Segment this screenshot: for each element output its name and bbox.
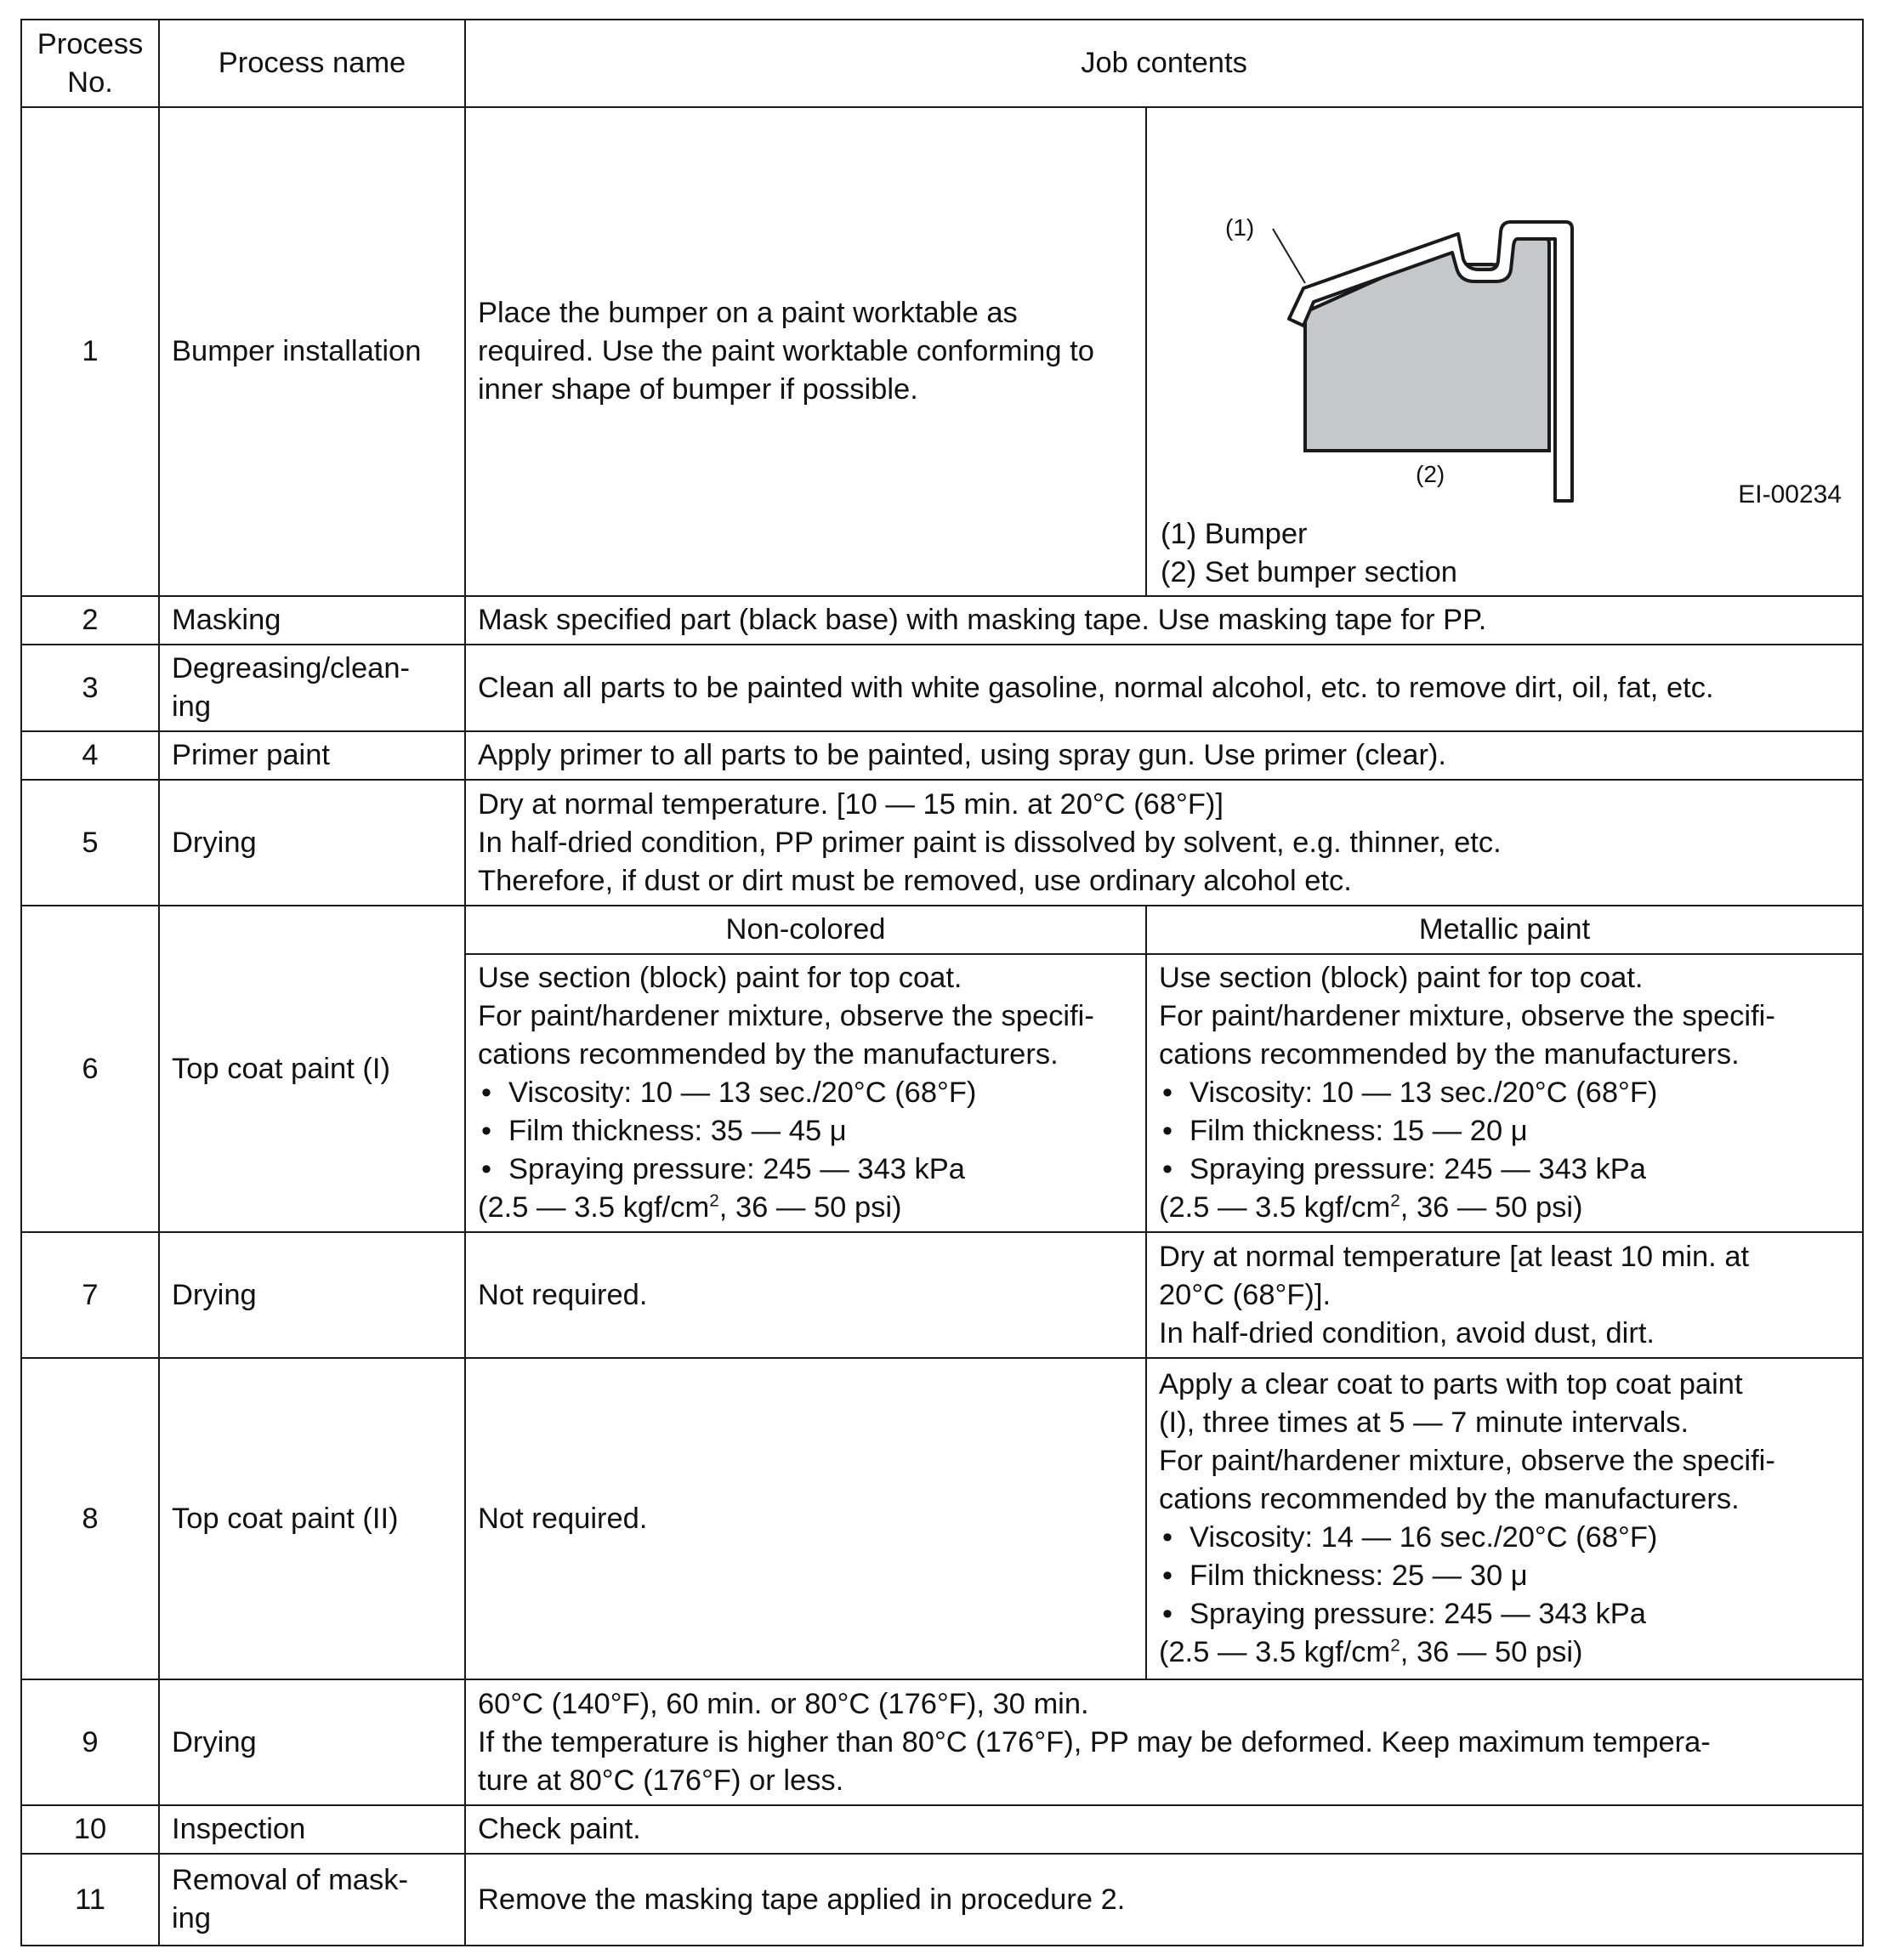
non-colored-spec: Not required. [465, 1358, 1146, 1679]
process-number: 9 [21, 1679, 159, 1805]
table-row [21, 1805, 1863, 1854]
process-number: 1 [21, 107, 159, 596]
sub-header-metallic: Metallic paint [1146, 906, 1863, 954]
table-row [21, 596, 1863, 645]
process-name: Drying [159, 1679, 465, 1805]
process-name: Degreasing/clean- ing [159, 645, 465, 731]
spec-bullet: • Spraying pressure: 245 — 343 kPa [1159, 1150, 1850, 1189]
table-row [21, 780, 1863, 906]
header-process-no: Process No. [21, 20, 159, 107]
pressure-line: (2.5 — 3.5 kgf/$cm^2$, 36 — 50 psi) [1159, 1635, 1583, 1668]
process-name: Drying [159, 1232, 465, 1358]
process-number: 11 [21, 1854, 159, 1946]
paint-process-table [20, 19, 1864, 1946]
process-number: 5 [21, 780, 159, 906]
table-row [21, 1679, 1863, 1805]
sub-header-non-colored: Non-colored [465, 906, 1146, 954]
spec-bullet: • Viscosity: 10 — 13 sec./20°C (68°F) [478, 1074, 1133, 1112]
table-row [21, 1358, 1863, 1679]
label-2: (2) [1416, 461, 1445, 487]
process-name: Masking [159, 596, 465, 645]
table-row [21, 645, 1863, 731]
job-text: Check paint. [465, 1805, 1863, 1854]
spec-bullet: • Spraying pressure: 245 — 343 kPa [478, 1150, 1133, 1189]
job-text: Mask specified part (black base) with masking tape. Use masking tape for PP. [465, 596, 1863, 645]
job-text: Remove the masking tape applied in procedure 2. [465, 1854, 1863, 1946]
figure-code: EI-00234 [1738, 480, 1842, 508]
metallic-spec: Use section (block) paint for top coat. For paint/hardener mixture, observe the specifi- cations recommended by the manufacturers. • Viscosity: 10 — 13 sec./20°C (68°F) • Film thickness: 15 — 20 μ • Spraying pressure: 245 — 343 kPa (2.5 — 3.5 kgf/$cm^2$, 36 — 50 psi) [1146, 954, 1863, 1232]
process-number: 8 [21, 1358, 159, 1679]
spec-bullet: • Film thickness: 15 — 20 μ [1159, 1112, 1850, 1150]
process-name: Top coat paint (II) [159, 1358, 465, 1679]
spec-bullet: • Film thickness: 25 — 30 μ [1159, 1557, 1850, 1595]
spec-bullet: • Viscosity: 14 — 16 sec./20°C (68°F) [1159, 1519, 1850, 1557]
process-number: 4 [21, 731, 159, 780]
job-text: Place the bumper on a paint worktable as required. Use the paint worktable conforming to inner shape of bumper if possible. [465, 107, 1146, 596]
non-colored-spec: Use section (block) paint for top coat. For paint/hardener mixture, observe the specifi- cations recommended by the manufacturers. • Viscosity: 10 — 13 sec./20°C (68°F) • Film thickness: 35 — 45 μ • Spraying pressure: 245 — 343 kPa (2.5 — 3.5 kgf/$cm^2$, 36 — 50 psi) [465, 954, 1146, 1232]
table-row [21, 107, 1863, 596]
process-name: Drying [159, 780, 465, 906]
table-row [21, 1854, 1863, 1946]
metallic-spec: Dry at normal temperature [at least 10 min. at 20°C (68°F)]. In half-dried condition, avoid dust, dirt. [1146, 1232, 1863, 1358]
pressure-line: (2.5 — 3.5 kgf/$cm^2$, 36 — 50 psi) [1159, 1190, 1583, 1224]
spec-bullet: • Viscosity: 10 — 13 sec./20°C (68°F) [1159, 1074, 1850, 1112]
table-header-row [21, 20, 1863, 107]
process-number: 2 [21, 596, 159, 645]
process-name: Removal of mask- ing [159, 1854, 465, 1946]
job-text: Clean all parts to be painted with white gasoline, normal alcohol, etc. to remove dirt, oil, fat, etc. [465, 645, 1863, 731]
table-row [21, 906, 1863, 954]
bumper-figure [1146, 107, 1863, 596]
figure-caption: (1) Bumper (2) Set bumper section [1161, 518, 1457, 588]
metallic-spec: Apply a clear coat to parts with top coat paint (I), three times at 5 — 7 minute intervals. For paint/hardener mixture, observe the specifi- cations recommended by the manufacturers. • Viscosity: 14 — 16 sec./20°C (68°F) • Film thickness: 25 — 30 μ • Spraying pressure: 245 — 343 kPa (2.5 — 3.5 kgf/$cm^2$, 36 — 50 psi) [1146, 1358, 1863, 1679]
label-1: (1) [1225, 214, 1255, 241]
process-name: Top coat paint (I) [159, 906, 465, 1232]
table-row [21, 1232, 1863, 1358]
header-job-contents: Job contents [465, 20, 1863, 107]
process-number: 7 [21, 1232, 159, 1358]
process-name: Bumper installation [159, 107, 465, 596]
pressure-line: (2.5 — 3.5 kgf/$cm^2$, 36 — 50 psi) [478, 1190, 902, 1224]
header-process-name: Process name [159, 20, 465, 107]
process-number: 3 [21, 645, 159, 731]
job-text: 60°C (140°F), 60 min. or 80°C (176°F), 30 min. If the temperature is higher than 80°C (176°F), PP may be deformed. Keep maximum tempera- ture at 80°C (176°F) or less. [465, 1679, 1863, 1805]
spec-bullet: • Spraying pressure: 245 — 343 kPa [1159, 1595, 1850, 1633]
process-number: 6 [21, 906, 159, 1232]
process-name: Primer paint [159, 731, 465, 780]
process-number: 10 [21, 1805, 159, 1854]
spec-bullet: • Film thickness: 35 — 45 μ [478, 1112, 1133, 1150]
job-text: Dry at normal temperature. [10 — 15 min. at 20°C (68°F)] In half-dried condition, PP primer paint is dissolved by solvent, e.g. thinner, etc. Therefore, if dust or dirt must be removed, use ordinary alcohol etc. [465, 780, 1863, 906]
leader-line [1273, 229, 1305, 283]
job-text: Apply primer to all parts to be painted, using spray gun. Use primer (clear). [465, 731, 1863, 780]
process-name: Inspection [159, 1805, 465, 1854]
table-row [21, 731, 1863, 780]
non-colored-spec: Not required. [465, 1232, 1146, 1358]
